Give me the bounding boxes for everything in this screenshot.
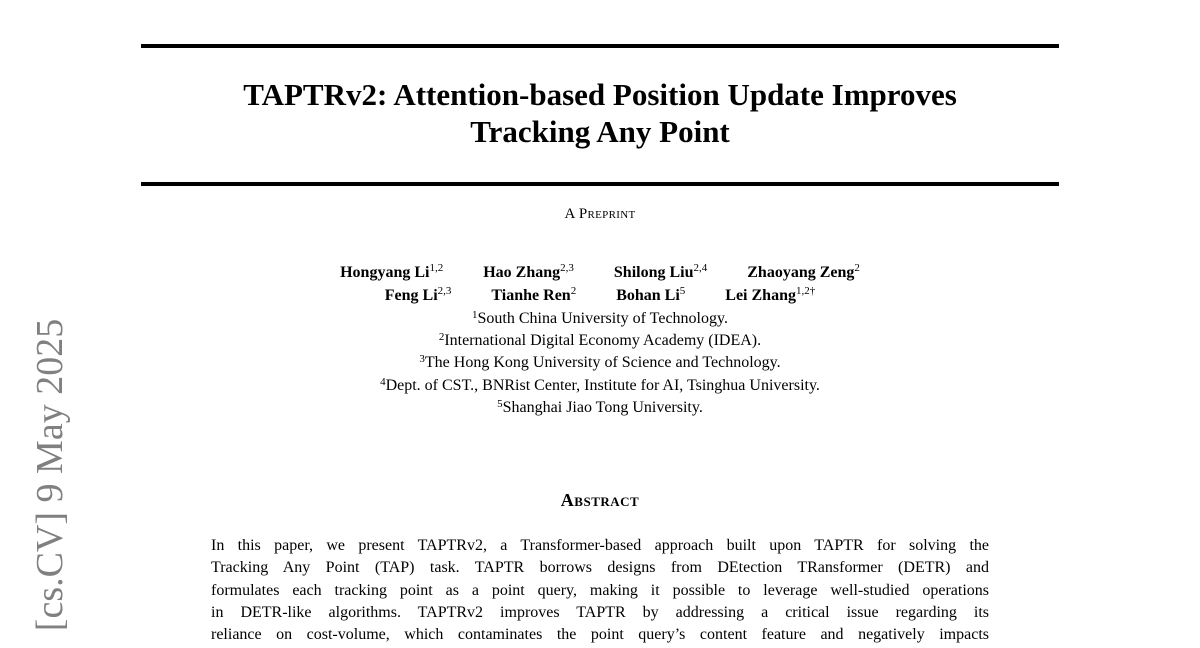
affiliation-number: 2 bbox=[438, 331, 445, 344]
affiliation-text: Dept. of CST., BNRist Center, Institute for AI, Tsinghua University. bbox=[385, 376, 820, 394]
abstract-heading: Abstract bbox=[560, 490, 640, 510]
affiliation-list bbox=[141, 308, 1059, 419]
author-row bbox=[141, 261, 1059, 284]
preprint-label: A Preprint bbox=[564, 206, 636, 222]
affiliation-text: The Hong Kong University of Science and Technology. bbox=[424, 354, 781, 372]
author-list bbox=[141, 261, 1059, 307]
abstract-line: Tracking Any Point (TAP) task. TAPTR borrows designs from DEtection TRansformer (DETR) and bbox=[211, 559, 989, 577]
author-name: Shilong Liu bbox=[613, 264, 694, 281]
affiliation-text: South China University of Technology. bbox=[477, 310, 728, 327]
abstract-body bbox=[211, 535, 989, 646]
title-line: Tracking Any Point bbox=[470, 114, 730, 149]
author bbox=[385, 284, 452, 307]
author-affiliation-mark: 2 bbox=[854, 262, 860, 274]
author bbox=[614, 261, 707, 284]
affiliation-number: 3 bbox=[419, 353, 425, 366]
author-affiliation-mark: 1,2 bbox=[429, 262, 444, 274]
affiliation-text: Shanghai Jiao Tong University. bbox=[502, 398, 703, 416]
author-name: Tianhe Ren bbox=[491, 287, 571, 304]
author bbox=[747, 261, 860, 284]
affiliation bbox=[141, 375, 1059, 397]
author bbox=[725, 284, 815, 307]
author-name: Bohan Li bbox=[616, 287, 680, 304]
author-name: Hao Zhang bbox=[483, 264, 561, 281]
affiliation bbox=[141, 330, 1059, 352]
abstract-line: reliance on cost-volume, which contaminates the point query’s content feature and negatively impacts bbox=[211, 626, 989, 644]
affiliation bbox=[141, 308, 1059, 330]
author-name: Hongyang Li bbox=[340, 264, 430, 281]
author-affiliation-mark: 2,3 bbox=[437, 285, 452, 297]
arxiv-stamp: [cs.CV] 9 May 2025 bbox=[29, 318, 71, 632]
title-bottom-rule bbox=[141, 182, 1059, 186]
author-affiliation-mark: 2 bbox=[570, 285, 577, 297]
affiliation bbox=[141, 352, 1059, 374]
affiliation bbox=[141, 397, 1059, 419]
paper-title bbox=[141, 76, 1059, 150]
author-affiliation-mark: 2,4 bbox=[693, 262, 708, 274]
author bbox=[616, 284, 685, 307]
author-affiliation-mark: 2,3 bbox=[560, 262, 574, 274]
abstract-line: In this paper, we present TAPTRv2, a Transformer-based approach built upon TAPTR for solving the bbox=[211, 537, 989, 554]
author-name: Lei Zhang bbox=[725, 287, 796, 304]
affiliation-number: 1 bbox=[472, 309, 478, 321]
author-row bbox=[141, 284, 1059, 307]
affiliation-number: 5 bbox=[497, 397, 503, 410]
author bbox=[340, 261, 443, 284]
author bbox=[491, 284, 576, 307]
abstract-line: formulates each tracking point as a point query, making it possible to leverage well-studied operations bbox=[211, 581, 989, 599]
affiliation-number: 4 bbox=[380, 375, 386, 388]
author-name: Zhaoyang Zeng bbox=[747, 264, 855, 281]
author bbox=[483, 261, 574, 284]
title-top-rule bbox=[141, 44, 1059, 48]
abstract-line: in DETR-like algorithms. TAPTRv2 improves TAPTR by addressing a critical issue regarding its bbox=[211, 603, 989, 621]
title-line: TAPTRv2: Attention-based Position Update Improves bbox=[243, 77, 957, 112]
affiliation-text: International Digital Economy Academy (IDEA). bbox=[444, 332, 762, 350]
author-affiliation-mark: 1,2† bbox=[795, 285, 816, 297]
author-affiliation-mark: 5 bbox=[679, 285, 686, 297]
author-name: Feng Li bbox=[384, 287, 438, 304]
